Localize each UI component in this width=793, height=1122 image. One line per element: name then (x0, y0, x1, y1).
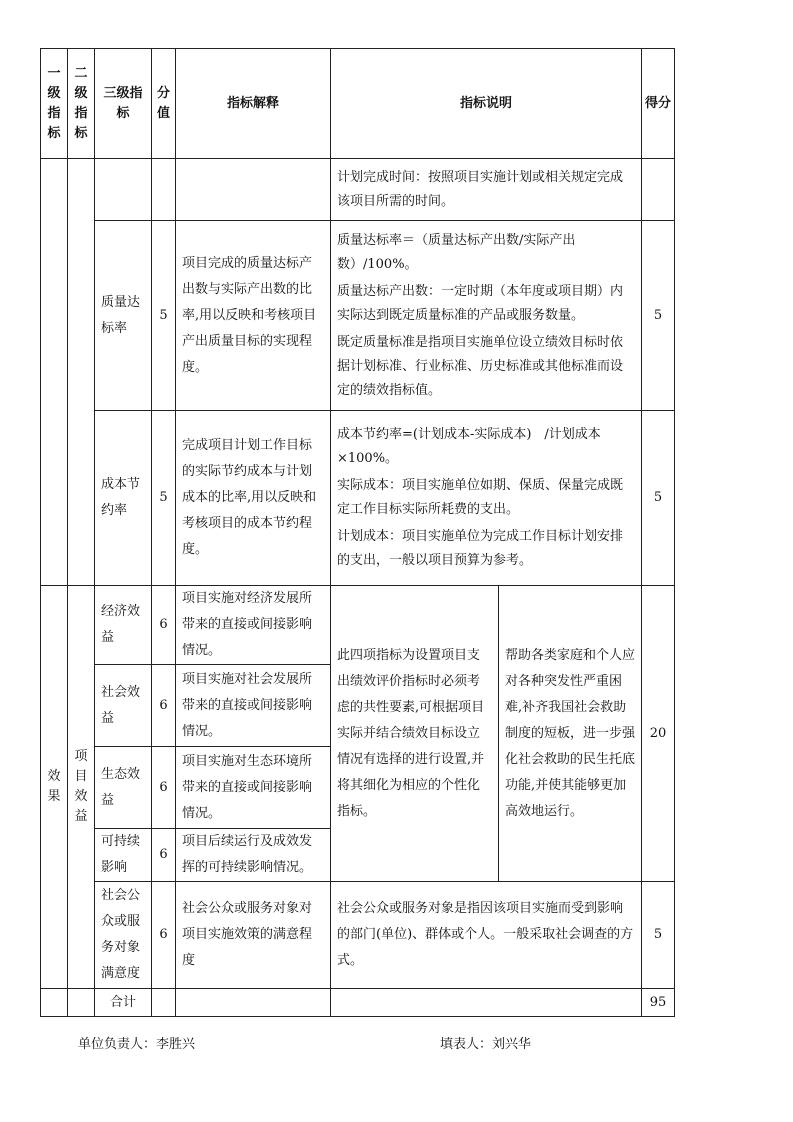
header-level3: 三级指标 (95, 49, 152, 159)
total-label: 合计 (95, 989, 152, 1017)
cost-saving-formula: 成本节约率=(计划成本-实际成本) /计划成本×100%。 (337, 427, 601, 466)
effect-level2: 项目效益 (68, 586, 95, 989)
economic-benefit-explanation: 项目实施对经济发展所带来的直接或间接影响情况。 (176, 586, 331, 665)
satisfaction-description: 社会公众或服务对象是指因该项目实施而受到影响的部门(单位)、群体或个人。一般采取社会调查的方式。 (331, 882, 642, 989)
performance-evaluation-table (40, 48, 675, 1017)
table-row (41, 221, 675, 411)
benefit-group-score: 20 (642, 586, 675, 882)
plan-time-description: 计划完成时间：按照项目实施计划或相关规定完成该项目所需的时间。 (331, 159, 642, 221)
unit-head-signature: 单位负责人：李胜兴 (78, 1037, 196, 1052)
quality-rate-output-def: 质量达标产出数：一定时期（本年度或项目期）内实际达到既定质量标准的产品或服务数量。 (337, 283, 624, 323)
header-explanation: 指标解释 (176, 49, 331, 159)
header-score: 得分 (642, 49, 675, 159)
header-weight: 分值 (152, 49, 176, 159)
quality-rate-formula: 质量达标率＝（质量达标产出数/实际产出数）/100%。 (337, 232, 576, 272)
project-goal-description: 帮助各类家庭和个人应对各种突发性严重困难,补齐我国社会救助制度的短板，进一步强化社会救助的民生托底功能,并使其能够更加高效地运行。 (499, 586, 642, 882)
header-level2: 二级指标 (68, 49, 95, 159)
cost-saving-label: 成本节约率 (95, 411, 152, 586)
table-row (41, 159, 675, 221)
satisfaction-explanation: 社会公众或服务对象对项目实施效策的满意程度 (176, 882, 331, 989)
sustainability-explanation: 项目后续运行及成效发挥的可持续影响情况。 (176, 829, 331, 882)
header-row (41, 49, 675, 159)
header-level1: 一级指标 (41, 49, 68, 159)
table-row (41, 586, 675, 665)
cost-saving-plan-def: 计划成本：项目实施单位为完成工作目标计划安排的支出，一般以项目预算为参考。 (337, 529, 624, 568)
quality-rate-explanation: 项目完成的质量达标产出数与实际产出数的比率,用以反映和考核项目产出质量目标的实现程度。 (176, 221, 331, 411)
quality-rate-weight: 5 (152, 221, 176, 411)
satisfaction-score: 5 (642, 882, 675, 989)
quality-rate-standard-def: 既定质量标准是指项目实施单位设立绩效目标时依据计划标准、行业标准、历史标准或其他标准而设定的绩效指标值。 (337, 334, 624, 398)
quality-rate-label: 质量达标率 (95, 221, 152, 411)
common-factor-description: 此四项指标为设置项目支出绩效评价指标时必须考虑的共性要素,可根据项目实际并结合绩效目标设立情况有选择的进行设置,并将其细化为相应的个性化指标。 (331, 586, 499, 882)
satisfaction-label: 社会公众或服务对象满意度 (95, 882, 152, 989)
eco-benefit-label: 生态效益 (95, 747, 152, 829)
social-benefit-label: 社会效益 (95, 665, 152, 747)
total-row (41, 989, 675, 1017)
table-row (41, 411, 675, 586)
cost-saving-explanation: 完成项目计划工作目标的实际节约成本与计划成本的比率,用以反映和考核项目的成本节约程度。 (176, 411, 331, 586)
quality-rate-score: 5 (642, 221, 675, 411)
cost-saving-description (331, 411, 642, 586)
satisfaction-weight: 6 (152, 882, 176, 989)
cost-saving-weight: 5 (152, 411, 176, 586)
social-benefit-explanation: 项目实施对社会发展所带来的直接或间接影响情况。 (176, 665, 331, 747)
total-score: 95 (642, 989, 675, 1017)
header-description: 指标说明 (331, 49, 642, 159)
sustainability-label: 可持续影响 (95, 829, 152, 882)
social-benefit-weight: 6 (152, 665, 176, 747)
filler-signature: 填表人：刘兴华 (440, 1037, 532, 1052)
cost-saving-actual-def: 实际成本：项目实施单位如期、保质、保量完成既定工作目标实际所耗费的支出。 (337, 478, 624, 517)
eco-benefit-explanation: 项目实施对生态环境所带来的直接或间接影响情况。 (176, 747, 331, 829)
table-row (41, 882, 675, 989)
sustainability-weight: 6 (152, 829, 176, 882)
cost-saving-score: 5 (642, 411, 675, 586)
quality-rate-description (331, 221, 642, 411)
economic-benefit-weight: 6 (152, 586, 176, 665)
economic-benefit-label: 经济效益 (95, 586, 152, 665)
effect-level1: 效果 (41, 586, 68, 989)
eco-benefit-weight: 6 (152, 747, 176, 829)
